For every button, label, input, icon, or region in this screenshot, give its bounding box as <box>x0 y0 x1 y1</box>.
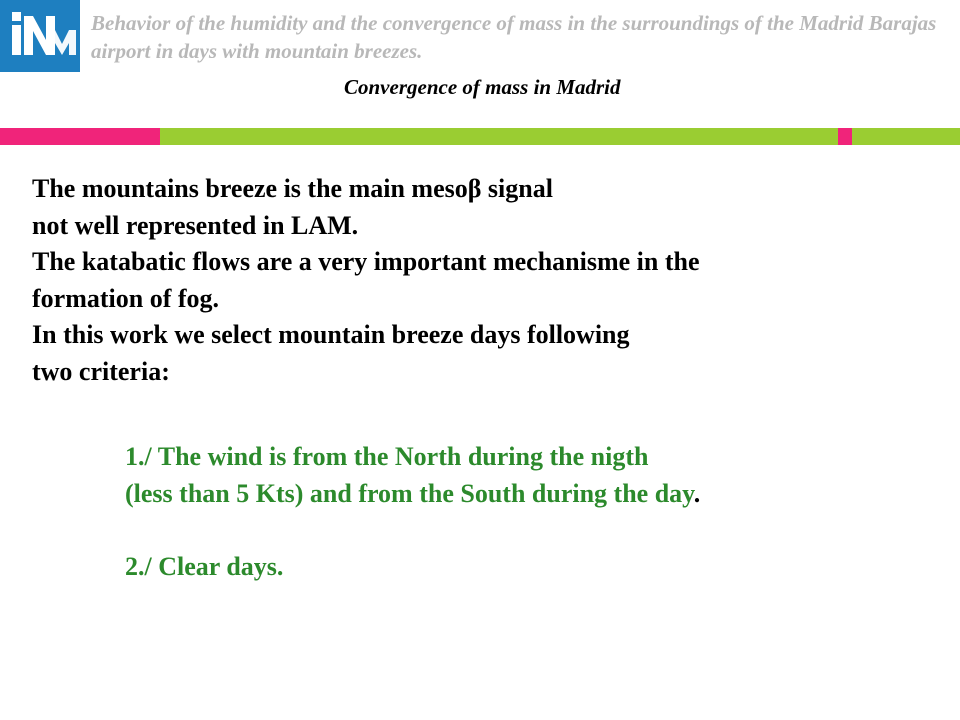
criteria-spacer <box>125 512 925 549</box>
criterion-1-line-2 <box>125 476 925 513</box>
criterion-1-line-1: 1./ The wind is from the North during the nigth <box>125 442 649 471</box>
body-line: The katabatic flows are a very important mechanisme in the <box>32 247 700 276</box>
presentation-title: Behavior of the humidity and the convergence of mass in the surroundings of the Madrid Barajas airport in days with mountain breezes. <box>91 11 937 63</box>
body-line: In this work we select mountain breeze days following <box>32 320 630 349</box>
criterion-1-text: (less than 5 Kts) and from the South during the day <box>125 478 694 508</box>
body-line: The mountains breeze is the main mesoβ signal <box>32 174 553 203</box>
criterion-2: 2./ Clear days. <box>125 551 284 581</box>
body-line: not well represented in LAM. <box>32 210 359 240</box>
stripe-green-end <box>852 128 960 145</box>
body-line: two criteria: <box>32 356 170 386</box>
criterion-1-period: . <box>693 478 701 508</box>
stripe-pink-accent <box>838 128 852 145</box>
stripe-pink-segment <box>0 128 160 145</box>
slide-subtitle: Convergence of mass in Madrid <box>344 75 621 99</box>
decorative-stripe <box>0 128 960 145</box>
body-line: formation of fog. <box>32 283 220 313</box>
criteria-list <box>125 439 925 585</box>
inm-logo <box>0 0 80 72</box>
inm-logo-icon <box>0 0 80 72</box>
body-paragraph <box>32 171 932 390</box>
stripe-green-segment <box>160 128 838 145</box>
